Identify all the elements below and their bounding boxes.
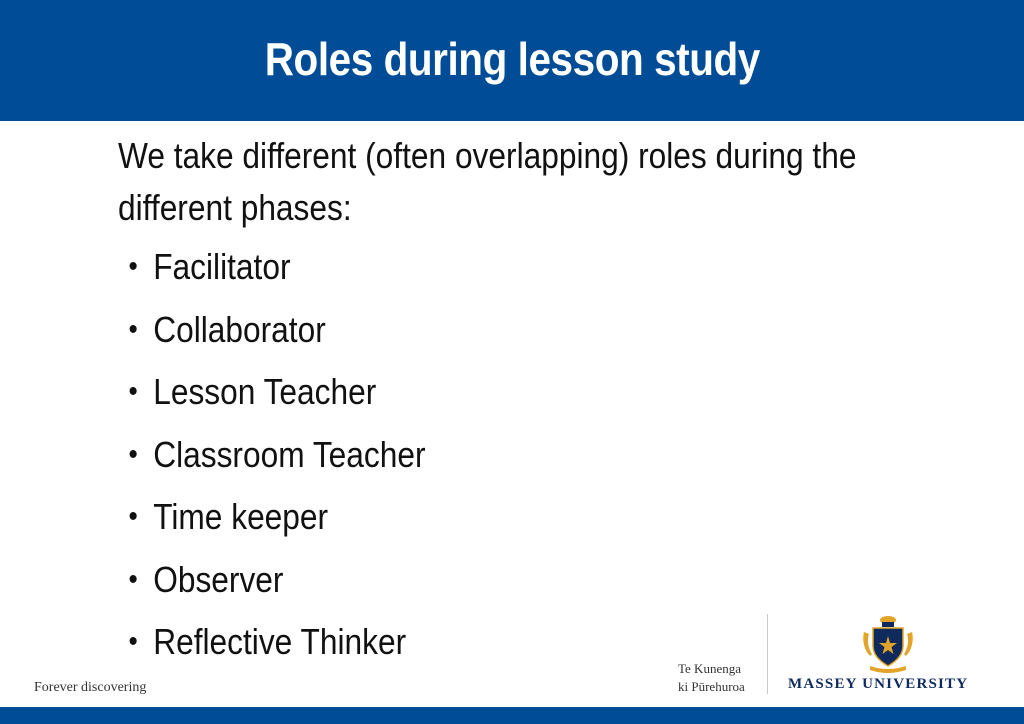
list-item — [118, 549, 822, 612]
footer-divider — [767, 614, 768, 694]
intro-text: We take different (often overlapping) roles during the different phases: — [118, 135, 857, 228]
list-item — [118, 424, 822, 487]
role-label: Classroom Teacher — [153, 433, 426, 475]
bullet-icon: • — [128, 562, 138, 596]
maori-line-2: ki Pūrehuroa — [678, 679, 745, 694]
role-label: Facilitator — [153, 246, 291, 287]
bottom-bar — [0, 707, 1024, 724]
bullet-icon: • — [128, 375, 138, 408]
bullet-icon: • — [128, 500, 138, 533]
role-label: Reflective Thinker — [153, 621, 407, 662]
footer-tagline: Forever discovering — [34, 680, 147, 695]
list-item — [118, 486, 822, 549]
slide-content — [118, 130, 918, 674]
slide-title: Roles during lesson study — [264, 32, 760, 85]
role-label: Lesson Teacher — [153, 371, 377, 412]
role-label: Collaborator — [153, 308, 326, 350]
title-bar — [0, 0, 1024, 121]
bullet-icon: • — [128, 625, 138, 658]
university-name: MASSEY UNIVERSITY — [788, 676, 969, 692]
role-label: Observer — [153, 558, 284, 600]
bullet-icon: • — [128, 250, 138, 283]
list-item — [118, 236, 822, 299]
bullet-icon: • — [128, 312, 138, 346]
bullet-icon: • — [128, 437, 138, 471]
university-crest-icon — [860, 614, 916, 674]
role-label: Time keeper — [153, 496, 329, 537]
maori-line-1: Te Kunenga — [678, 661, 741, 676]
list-item — [118, 299, 822, 362]
maori-name — [678, 660, 745, 696]
roles-list — [118, 236, 918, 674]
list-item — [118, 361, 822, 424]
